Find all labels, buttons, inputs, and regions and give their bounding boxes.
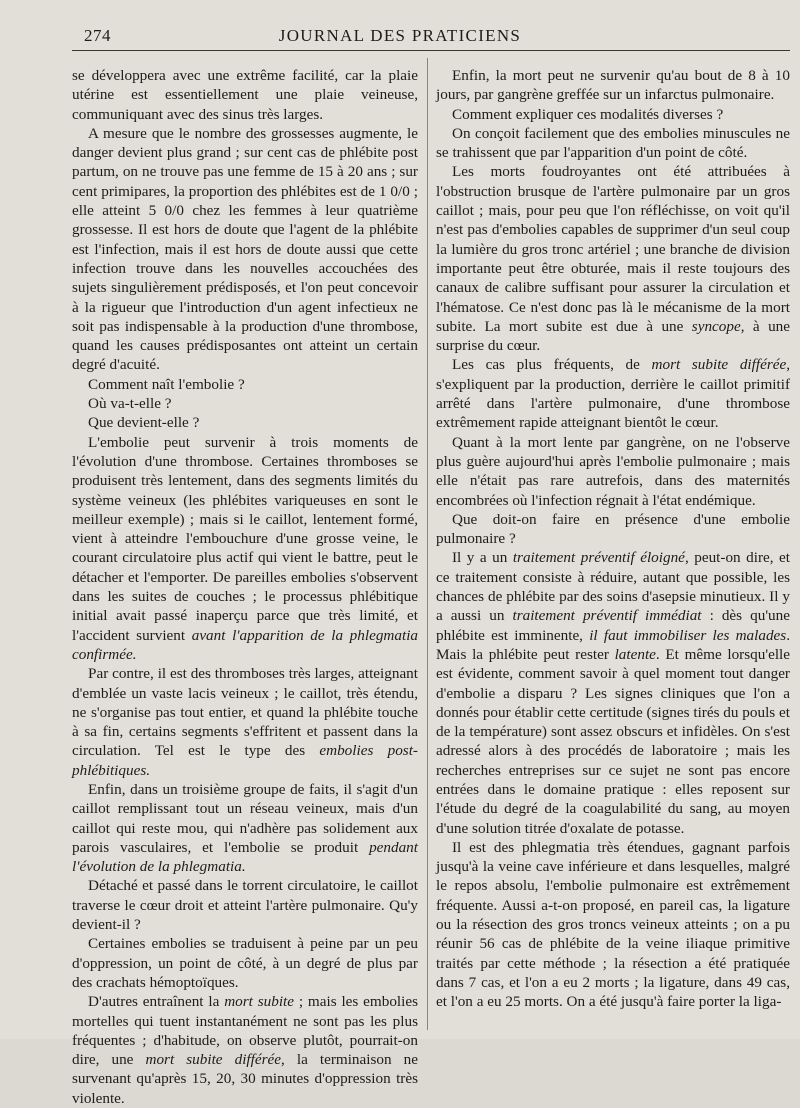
right-column [436, 66, 790, 1012]
paragraph: Que doit-on faire en présence d'une embolie pulmonaire ? [436, 510, 790, 548]
page-number: 274 [84, 26, 111, 45]
italic-run: avant l'apparition de la phlegmatia confirmée. [72, 626, 419, 663]
header-rule [72, 50, 790, 51]
italic-run: mort subite différée [145, 1051, 281, 1069]
text-run: , la terminaison ne survenant qu'après 15, 20, 30 minutes d'oppression très violente. [72, 1051, 418, 1107]
left-column [72, 66, 418, 1108]
paragraph: Comment expliquer ces modalités diverses ? [452, 105, 724, 123]
text-run: Les cas plus fréquents, de [452, 356, 652, 374]
text-run: . Et même lorsqu'elle est évidente, comment savoir à quel moment tout danger d'embolie a disparu ? Les signes cliniques que l'on a donnés pour établir cette certitude (signes tirés du pouls et de la température) sont assez obscurs et infidèles. On s'est adressé alors à des procédés de laboratoire ; mais les recherches entreprises sur ce sujet ne sont pas encore entrées dans le domaine pratique : elles reposent sur l'étude du degré de la coagulabilité du sang, au moyen d'une solution titrée d'oxalate de potasse. [436, 645, 790, 837]
paragraph: se développera avec une extrême facilité, car la plaie utérine est essentiellement une plaie veineuse, communiquant avec des sinus très larges. [72, 67, 418, 123]
italic-run: mort subite différée [651, 356, 787, 374]
text-run: Il y a un [452, 549, 513, 567]
italic-run: il faut immobiliser les malades [589, 626, 787, 644]
question: Où va-t-elle ? [88, 395, 172, 413]
italic-run: traitement préventif éloigné [512, 549, 685, 567]
paragraph [436, 162, 790, 355]
text-run: L'embolie peut survenir à trois moments de l'évolution d'une thrombose. Certaines thromboses se produisent très lentement, dans des segments limités du système veineux (les phlébites variqueuses en sont le meilleur exemple) ; mais si le caillot, lentement formé, vient à atteindre l'embouchure d'une grosse veine, le courant circulatoire plus actif qui vient le battre, peut le détacher et l'emporter. De pareilles embolies s'observent dans les suites de couches ; le processus phlébitique initial avait passé inaperçu parce que très limité, et l'accident survient [72, 433, 418, 644]
text-run: , peut-on dire, et ce traitement consiste à réduire, autant que possible, les chances de phlébite par des soins d'asepsie minutieux. Il y a aussi un [436, 549, 791, 625]
italic-run: mort subite [224, 993, 295, 1011]
column-divider [427, 58, 428, 1030]
text-run: : dès qu'une phlébite est imminente, [436, 607, 790, 644]
paragraph: Certaines embolies se traduisent à peine par un peu d'oppression, un point de côté, à un degré de plus par des crachats hémoptoïques. [72, 935, 418, 991]
text-run: , s'expliquent par la production, derrière le caillot primitif arrêté dans l'artère pulmonaire, d'une thrombose extrêmement rapide atteignant bientôt le cœur. [436, 356, 791, 432]
text-run: Enfin, dans un troisième groupe de faits, il s'agit d'un caillot remplissant tout un réseau veineux, mais d'un caillot qui reste mou, qui n'adhère pas solidement aux parois vasculaires, et l'embolie se produit [72, 780, 418, 856]
text-run: D'autres entraînent la [88, 993, 225, 1011]
paragraph: Détaché et passé dans le torrent circulatoire, le caillot traverse le cœur droit et atteint l'artère pulmonaire. Qu'y devient-il ? [72, 877, 418, 934]
paragraph [436, 355, 790, 432]
paragraph: On conçoit facilement que des embolies minuscules ne se trahissent que par l'apparition d'un point de côté. [436, 124, 790, 162]
paragraph: Enfin, la mort peut ne survenir qu'au bout de 8 à 10 jours, par gangrène greffée sur un infarctus pulmonaire. [436, 67, 790, 104]
paragraph [72, 780, 418, 876]
paragraph: Il est des phlegmatia très étendues, gagnant parfois jusqu'à la veine cave inférieure et dans lesquelles, malgré le repos absolu, l'embolie pulmonaire est extrêmement fréquente. Aussi a-t-on proposé, en pareil cas, la ligature ou la résection des gros troncs veineux atteints ; on a pu réunir 56 cas de phlébite de la veine iliaque primitive traités par cette méthode ; la résection a été pratiquée dans 7 cas, et l'on a eu 2 morts ; la ligature, dans 49 cas, et l'on a eu 25 morts. On a été jusqu'à faire porter la liga- [436, 838, 790, 1011]
paragraph [72, 433, 418, 665]
text-run: . Mais la phlébite peut rester [436, 626, 790, 663]
question: Que devient-elle ? [88, 414, 200, 432]
running-title: JOURNAL DES PRATICIENS [278, 26, 522, 45]
paragraph: Quant à la mort lente par gangrène, on ne l'observe plus guère aujourd'hui après l'embolie pulmonaire ; mais elle n'était pas rare autrefois, dans des maternités encombrées où l'infection régnait à l'état endémique. [436, 433, 790, 509]
italic-run: embolies post-phlébitiques. [72, 742, 418, 779]
text-run: , à une surprise du cœur. [436, 317, 791, 355]
question: Comment naît l'embolie ? [88, 375, 245, 393]
italic-run: traitement préventif immédiat [512, 607, 702, 625]
paragraph [436, 548, 790, 837]
italic-run: pendant l'évolution de la phlegmatia. [72, 838, 418, 876]
italic-run: syncope [691, 317, 741, 335]
paragraph: A mesure que le nombre des grossesses augmente, le danger devient plus grand ; sur cent cas de phlébite post partum, on ne trouve pas une femme de 15 à 20 ans ; sur cent primipares, la proportion des phlébites est de 1 0/0 ; elle atteint 5 0/0 chez les femmes à leur quatrième grossesse. Il est hors de doute que l'agent de la phlébite est l'infection, mais il est hors de doute aussi que cette infection trouve dans les nouvelles accouchées des sujets singulièrement prédisposés, et l'on peut concevoir à la rigueur que l'introduction d'un agent infectieux ne soit pas indispensable à la production d'une thrombose, quand les causes prédisposantes ont atteint un certain degré d'acuité. [72, 124, 418, 374]
page-header [0, 0, 800, 50]
italic-run: latente [614, 645, 656, 663]
text-run: Par contre, il est des thromboses très larges, atteignant d'emblée un vaste lacis veineux ; le caillot, très étendu, ne s'organise pas tout entier, et quand la phlébite touche à sa fin, certains segments s'effritent et passent dans la circulation. Tel est le type des [72, 665, 418, 760]
paragraph [72, 992, 418, 1108]
text-run: Les morts foudroyantes ont été attribuées à l'obstruction brusque de l'artère pulmonaire par un gros caillot ; mais, pour peu que l'on réfléchisse, on voit qu'il n'est pas d'embolies capables de supprimer d'un seul coup la lumière du gros tronc artériel ; une branche de division importante peut être obturée, mais il reste toujours des canaux de calibre suffisant pour assurer la circulation et l'hématose. Ce n'est donc pas là le mécanisme de la mort subite. La mort subite est due à une [436, 163, 790, 335]
text-run: ; mais les embolies mortelles qui tuent instantanément ne sont pas les plus fréquentes ; d'habitude, on observe plutôt, pourrait-on dire, une [72, 993, 418, 1069]
paragraph [72, 664, 418, 780]
